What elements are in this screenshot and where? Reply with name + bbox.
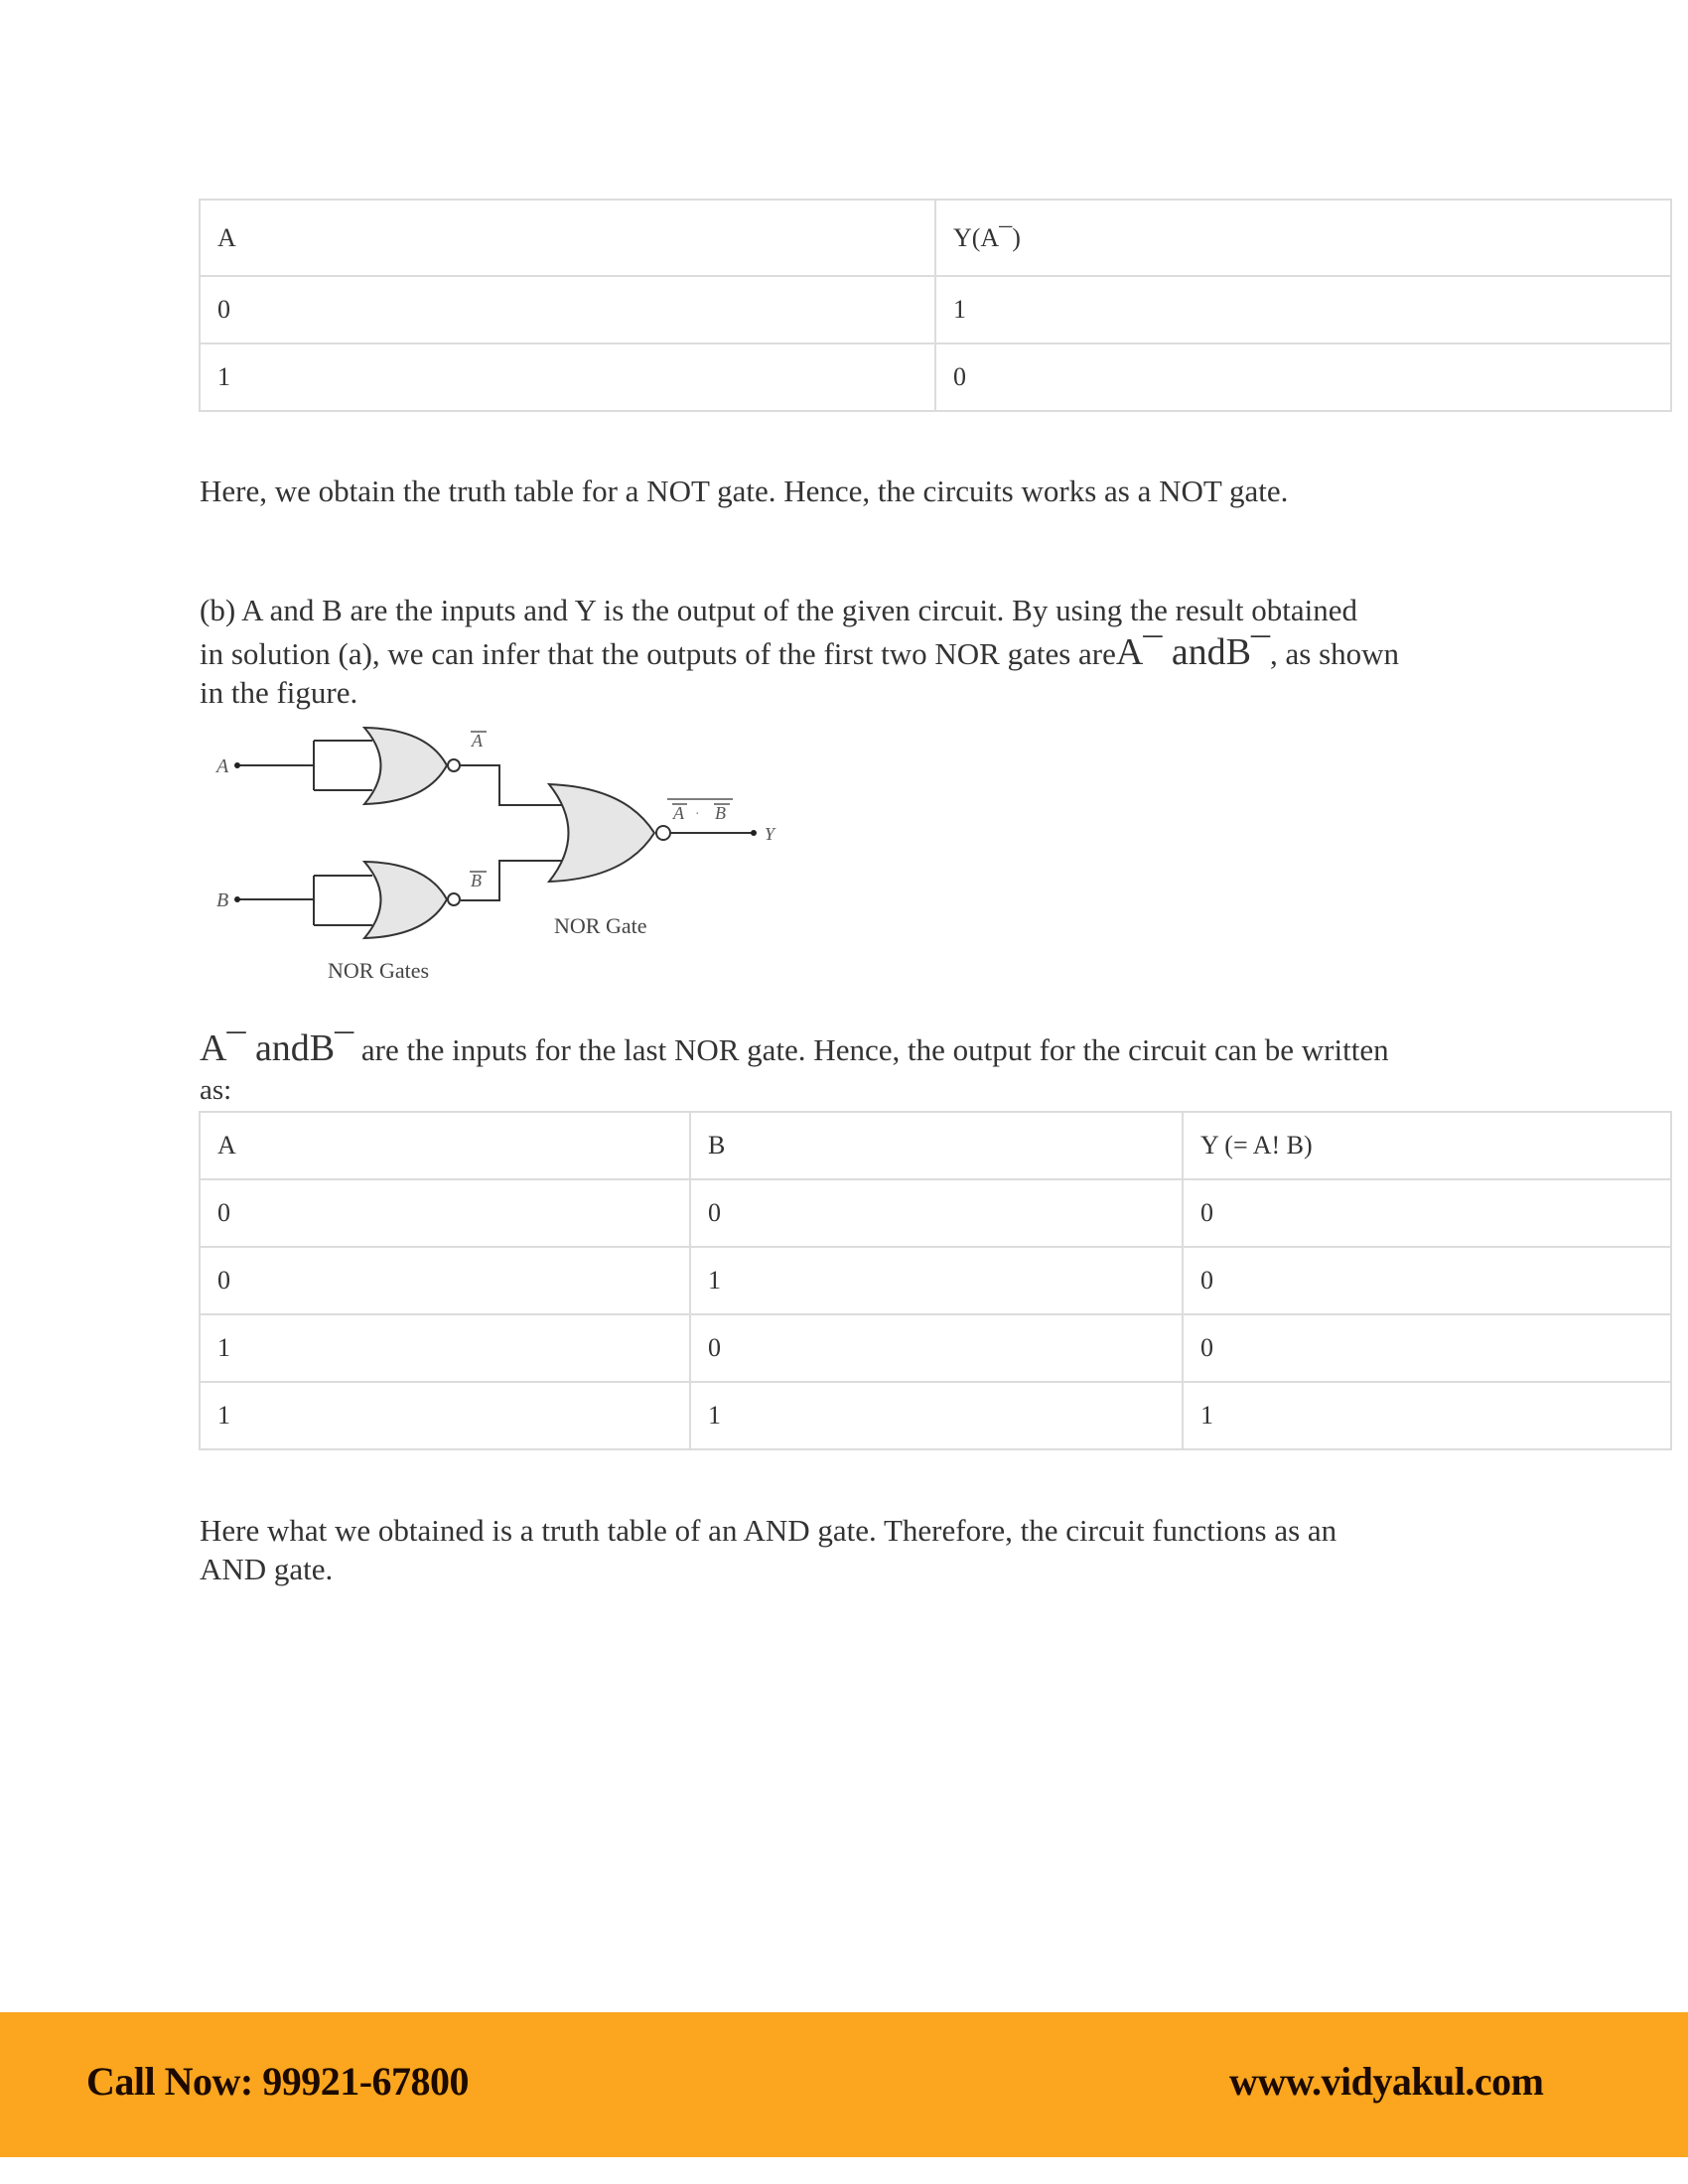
not-gate-truth-table — [199, 199, 1672, 412]
call-now-phone[interactable]: Call Now: 99921-67800 — [86, 2059, 470, 2104]
header-cell-a: A — [200, 1112, 690, 1179]
nor-circuit-diagram — [199, 725, 814, 993]
part-b-line-2-tail: , as shown — [1270, 636, 1400, 671]
table-cell: 0 — [1183, 1247, 1671, 1314]
table-cell: 1 — [690, 1382, 1183, 1449]
header-cell-b: B — [690, 1112, 1183, 1179]
complement-expression-2: A¯ andB¯ — [200, 1027, 354, 1069]
table-cell: 0 — [690, 1314, 1183, 1382]
not-gate-conclusion: Here, we obtain the truth table for a NOT gate. Hence, the circuits works as a NOT gate. — [200, 474, 1289, 508]
table-header-row — [200, 200, 1671, 276]
final-expr-a: A — [673, 803, 684, 823]
and-gate-conclusion-line-1: Here what we obtained is a truth table of an AND gate. Therefore, the circuit functions as an — [200, 1513, 1337, 1548]
table-row — [200, 1247, 1671, 1314]
table-row — [200, 1179, 1671, 1247]
table-cell: 0 — [690, 1179, 1183, 1247]
table-cell: 0 — [1183, 1179, 1671, 1247]
input-b-label: B — [216, 889, 229, 911]
terminal-b-dot-icon — [234, 896, 240, 902]
table-row — [200, 343, 1671, 411]
table-header-row — [200, 1112, 1671, 1179]
table-cell: 0 — [200, 1247, 690, 1314]
output-y-label: Y — [765, 824, 775, 844]
table-cell: 0 — [200, 276, 935, 343]
inversion-bubble-b-icon — [448, 893, 460, 905]
terminal-a-dot-icon — [234, 762, 240, 768]
nor-gate-caption: NOR Gate — [554, 913, 647, 938]
wire-a-fork — [314, 741, 372, 790]
and-gate-truth-table — [199, 1111, 1672, 1450]
table-cell: 0 — [1183, 1314, 1671, 1382]
header-cell-a: A — [200, 200, 935, 276]
input-a-label: A — [216, 755, 229, 777]
nor-gates-caption: NOR Gates — [328, 958, 430, 983]
table-row — [200, 1382, 1671, 1449]
part-b-line-3: in the figure. — [200, 675, 358, 710]
nor-gate-final-icon — [549, 784, 654, 882]
part-b-line-2 — [200, 631, 1399, 675]
part-b-line-1: (b) A and B are the inputs and Y is the output of the given circuit. By using the result obtained — [200, 593, 1358, 627]
nor-gate-b-icon — [364, 862, 447, 938]
last-nor-inputs-line-1 — [200, 1027, 1389, 1071]
table-cell: 1 — [690, 1247, 1183, 1314]
table-cell: 1 — [1183, 1382, 1671, 1449]
complement-expression: A¯ andB¯ — [1115, 631, 1271, 673]
last-nor-inputs-text: are the inputs for the last NOR gate. Hence, the output for the circuit can be written — [353, 1032, 1389, 1067]
table-cell: 1 — [200, 343, 935, 411]
table-cell: 1 — [935, 276, 1671, 343]
table-row — [200, 1314, 1671, 1382]
inversion-bubble-final-icon — [656, 826, 670, 840]
nor-gate-a-icon — [364, 728, 447, 804]
table-cell: 0 — [200, 1179, 690, 1247]
table-row — [200, 276, 1671, 343]
b-bar-label: B — [471, 871, 482, 890]
wire-b-fork — [314, 876, 372, 925]
final-expr-dot: · — [695, 807, 700, 822]
header-cell-y: Y(A¯) — [935, 200, 1671, 276]
footer-banner — [0, 2012, 1688, 2157]
header-cell-y: Y (= A! B) — [1183, 1112, 1671, 1179]
a-bar-label: A — [472, 731, 483, 751]
terminal-y-dot-icon — [751, 830, 757, 836]
website-link[interactable]: www.vidyakul.com — [1229, 2059, 1544, 2104]
table-cell: 0 — [935, 343, 1671, 411]
table-cell: 1 — [200, 1314, 690, 1382]
table-cell: 1 — [200, 1382, 690, 1449]
inversion-bubble-a-icon — [448, 759, 460, 771]
last-nor-inputs-line-2: as: — [200, 1074, 232, 1106]
final-expr-b: B — [715, 803, 726, 823]
and-gate-conclusion-line-2: AND gate. — [200, 1552, 334, 1586]
part-b-line-2-text: in solution (a), we can infer that the outputs of the first two NOR gates are — [200, 636, 1116, 671]
